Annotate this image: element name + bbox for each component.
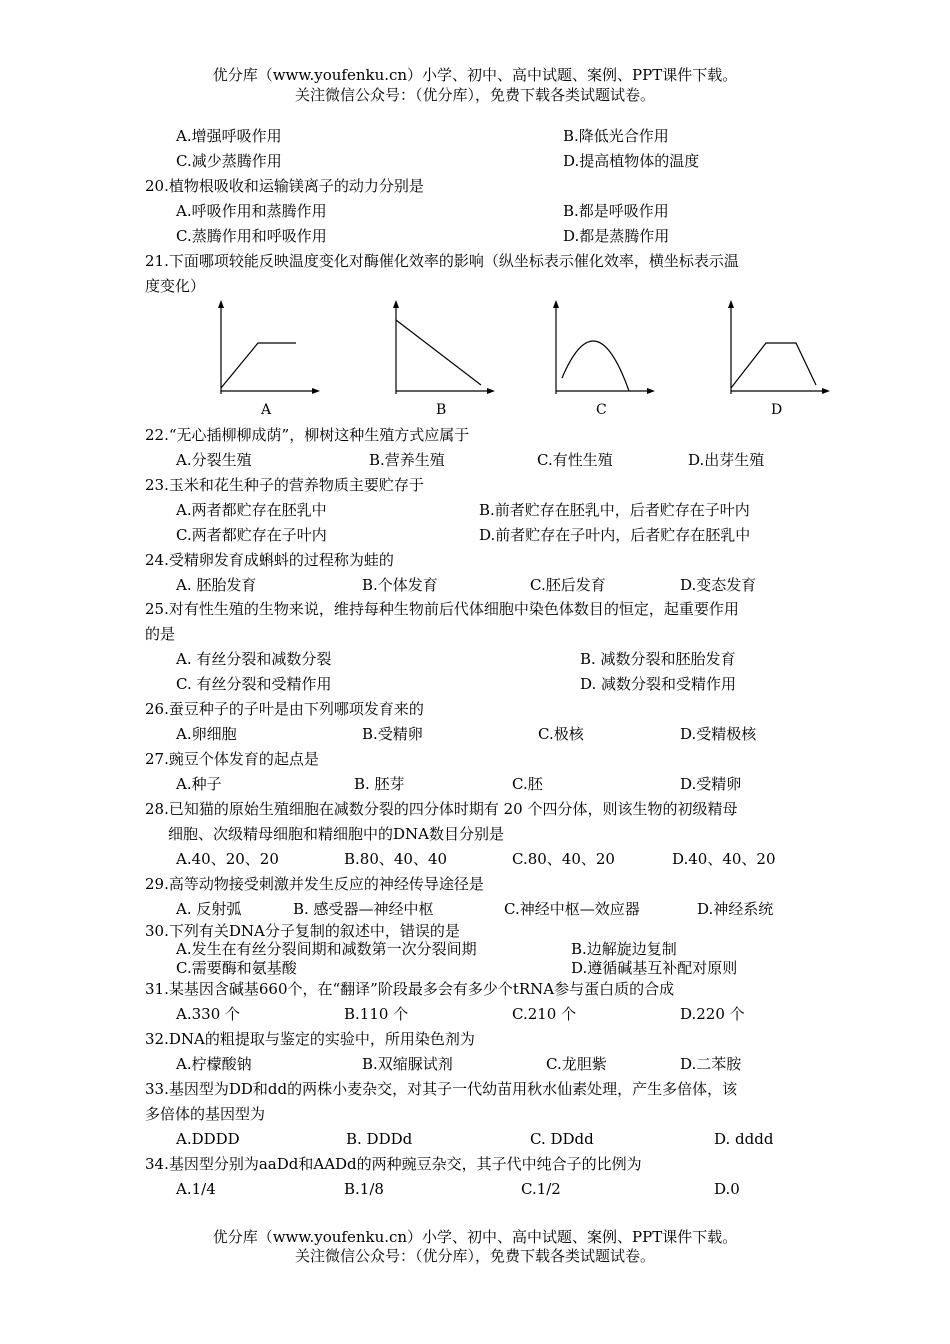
q22-option-a: A.分裂生殖 [176, 451, 252, 469]
q34-option-d: D.0 [714, 1180, 740, 1198]
q31-option-a: A.330 个 [176, 1005, 240, 1023]
graph-label-b: B [436, 402, 447, 418]
graph-label-a: A [261, 402, 272, 418]
q25-option-b: B. 减数分裂和胚胎发育 [580, 650, 736, 668]
q31-option-d: D.220 个 [680, 1005, 745, 1023]
q28-option-a: A.40、20、20 [176, 850, 279, 868]
q24-option-b: B.个体发育 [362, 576, 438, 594]
graph-a [210, 298, 320, 398]
q34-option-c: C.1/2 [521, 1180, 561, 1198]
q26-option-d: D.受精极核 [680, 725, 757, 743]
q22-option-c: C.有性生殖 [537, 451, 613, 469]
q33-option-b: B. DDDd [346, 1130, 413, 1148]
curve-d [731, 343, 816, 388]
q33-stem-1: 33.基因型为DD和dd的两株小麦杂交，对其子一代幼苗用秋水仙素处理，产生多倍体，该 [145, 1080, 738, 1098]
q25-stem-2: 的是 [145, 625, 176, 643]
curve-b [396, 320, 481, 385]
q30-option-d: D.遵循碱基互补配对原则 [571, 959, 738, 977]
q19-option-d: D.提高植物体的温度 [563, 152, 700, 170]
q34-option-b: B.1/8 [344, 1180, 384, 1198]
q33-option-d: D. dddd [714, 1130, 774, 1148]
q30-option-a: A.发生在有丝分裂间期和减数第一次分裂间期 [176, 940, 477, 958]
q28-stem-2: 细胞、次级精母细胞和精细胞中的DNA数目分别是 [168, 825, 504, 843]
q32-option-a: A.柠檬酸钠 [176, 1055, 252, 1073]
q26-option-c: C.极核 [538, 725, 584, 743]
q33-option-a: A.DDDD [176, 1130, 240, 1148]
q24-option-c: C.胚后发育 [530, 576, 606, 594]
q21-stem-1: 21.下面哪项较能反映温度变化对酶催化效率的影响（纵坐标表示催化效率，横坐标表示温 [145, 252, 739, 270]
graph-label-c: C [596, 402, 607, 418]
curve-c [562, 341, 629, 391]
header-line-2: 关注微信公众号：（优分库），免费下载各类试题试卷。 [294, 86, 655, 104]
footer-line-2: 关注微信公众号：（优分库），免费下载各类试题试卷。 [294, 1247, 655, 1265]
q20-option-a: A.呼吸作用和蒸腾作用 [176, 202, 327, 220]
q31-option-b: B.110 个 [344, 1005, 409, 1023]
curve-a [221, 343, 296, 388]
header-line-1: 优分库（www.youfenku.cn）小学、初中、高中试题、案例、PPT课件下载。 [212, 66, 738, 84]
q30-option-c: C.需要酶和氨基酸 [176, 959, 297, 977]
graph-d [720, 298, 830, 398]
q28-option-b: B.80、40、40 [344, 850, 448, 868]
q27-option-b: B. 胚芽 [354, 775, 405, 793]
q23-option-a: A.两者都贮存在胚乳中 [176, 501, 327, 519]
q21-stem-2: 度变化） [145, 277, 206, 295]
q20-option-c: C.蒸腾作用和呼吸作用 [176, 227, 327, 245]
q29-stem: 29.高等动物接受刺激并发生反应的神经传导途径是 [145, 875, 484, 893]
q28-stem-1: 28.已知猫的原始生殖细胞在减数分裂的四分体时期有 20 个四分体，则该生物的初级精母 [145, 800, 738, 818]
q27-option-d: D.受精卵 [680, 775, 742, 793]
q29-option-b: B. 感受器—神经中枢 [293, 900, 434, 918]
q25-option-d: D. 减数分裂和受精作用 [580, 675, 737, 693]
graph-b [385, 298, 495, 398]
q28-option-d: D.40、40、20 [672, 850, 776, 868]
q31-option-c: C.210 个 [512, 1005, 577, 1023]
q24-stem: 24.受精卵发育成蝌蚪的过程称为蛙的 [145, 551, 394, 569]
q25-option-a: A. 有丝分裂和减数分裂 [176, 650, 332, 668]
q26-option-b: B.受精卵 [362, 725, 423, 743]
q32-option-b: B.双缩脲试剂 [362, 1055, 453, 1073]
q22-option-d: D.出芽生殖 [688, 451, 765, 469]
q24-option-d: D.变态发育 [680, 576, 757, 594]
q32-option-d: D.二苯胺 [680, 1055, 742, 1073]
q22-option-b: B.营养生殖 [369, 451, 445, 469]
q27-stem: 27.豌豆个体发育的起点是 [145, 750, 319, 768]
q22-stem: 22.“无心插柳柳成荫”，柳树这种生殖方式应属于 [145, 426, 470, 444]
q30-stem: 30.下列有关DNA分子复制的叙述中，错误的是 [145, 922, 460, 940]
q20-option-b: B.都是呼吸作用 [563, 202, 669, 220]
q26-option-a: A.卵细胞 [176, 725, 237, 743]
q33-stem-2: 多倍体的基因型为 [145, 1105, 266, 1123]
q23-option-d: D.前者贮存在子叶内，后者贮存在胚乳中 [479, 526, 751, 544]
q34-option-a: A.1/4 [176, 1180, 216, 1198]
q29-option-c: C.神经中枢—效应器 [504, 900, 640, 918]
q19-option-a: A.增强呼吸作用 [176, 127, 282, 145]
q25-option-c: C. 有丝分裂和受精作用 [176, 675, 332, 693]
footer-line-1: 优分库（www.youfenku.cn）小学、初中、高中试题、案例、PPT课件下载。 [212, 1228, 738, 1246]
q31-stem: 31.某基因含碱基660个，在“翻译”阶段最多会有多少个tRNA参与蛋白质的合成 [145, 980, 675, 998]
q19-option-b: B.降低光合作用 [563, 127, 669, 145]
q29-option-a: A. 反射弧 [176, 900, 242, 918]
graph-label-d: D [771, 402, 783, 418]
q33-option-c: C. DDdd [530, 1130, 594, 1148]
q29-option-d: D.神经系统 [697, 900, 774, 918]
q23-option-c: C.两者都贮存在子叶内 [176, 526, 327, 544]
q19-option-c: C.减少蒸腾作用 [176, 152, 282, 170]
q26-stem: 26.蚕豆种子的子叶是由下列哪项发育来的 [145, 700, 424, 718]
q23-option-b: B.前者贮存在胚乳中，后者贮存在子叶内 [479, 501, 750, 519]
q24-option-a: A. 胚胎发育 [176, 576, 257, 594]
q20-stem: 20.植物根吸收和运输镁离子的动力分别是 [145, 177, 424, 195]
q28-option-c: C.80、40、20 [512, 850, 615, 868]
q30-option-b: B.边解旋边复制 [571, 940, 677, 958]
q23-stem: 23.玉米和花生种子的营养物质主要贮存于 [145, 476, 424, 494]
q34-stem: 34.基因型分别为aaDd和AADd的两种豌豆杂交，其子代中纯合子的比例为 [145, 1155, 642, 1173]
graph-c [545, 298, 655, 398]
q20-option-d: D.都是蒸腾作用 [563, 227, 670, 245]
q27-option-c: C.胚 [512, 775, 543, 793]
q32-option-c: C.龙胆紫 [546, 1055, 607, 1073]
q25-stem-1: 25.对有性生殖的生物来说，维持每种生物前后代体细胞中染色体数目的恒定，起重要作用 [145, 600, 739, 618]
q32-stem: 32.DNA的粗提取与鉴定的实验中，所用染色剂为 [145, 1030, 475, 1048]
q27-option-a: A.种子 [176, 775, 222, 793]
